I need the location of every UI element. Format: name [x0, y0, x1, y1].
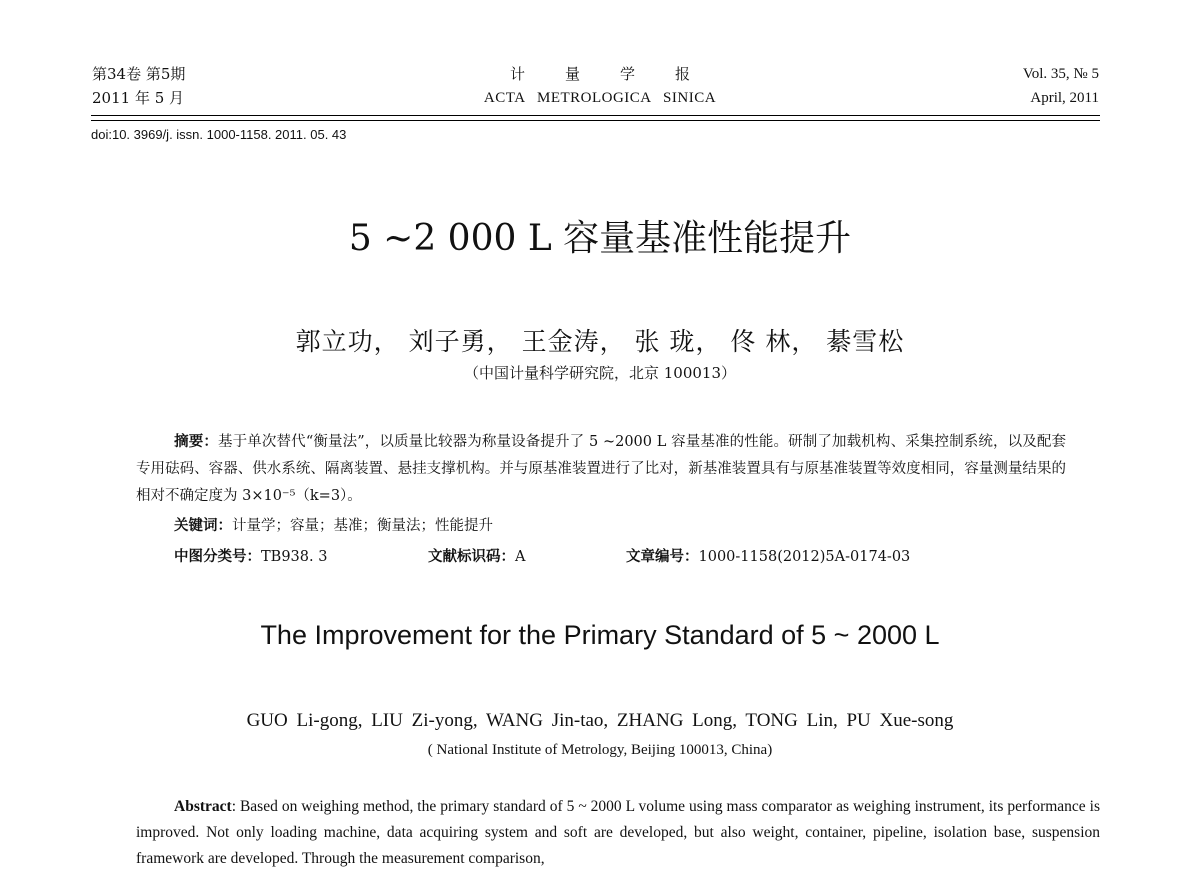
doi: doi:10. 3969/j. issn. 1000-1158. 2011. 05. 43	[91, 127, 347, 142]
abstract-en	[136, 794, 1100, 872]
doc-code-value: A	[515, 549, 526, 565]
abstract-cn-text: 基于单次替代“衡量法”，以质量比较器为称量设备提升了 5 ~2000 L 容量基准的性能。研制了加载机构、采集控制系统，以及配套专用砝码、容器、供水系统、隔离装置、悬挂支撑机构。并与原基准装置进行了比对，新基准装置具有与原基准装置等效度相同，容量测量结果的相对不确定度为 3×10⁻⁵（k=3）。	[136, 434, 1067, 504]
keywords-cn	[174, 514, 493, 535]
abstract-cn-label: 摘要：	[174, 433, 219, 450]
title-cn: 5 ~2 000 L 容量基准性能提升	[348, 218, 852, 259]
authors-en: GUO Li-gong, LIU Zi-yong, WANG Jin-tao, ZHANG Long, TONG Lin, PU Xue-song	[246, 710, 954, 731]
doc-code-item	[428, 545, 626, 566]
abstract-cn	[136, 428, 1066, 510]
doc-code-label: 文献标识码：	[428, 548, 515, 565]
clc-item	[174, 545, 428, 566]
authors-cn: 郭立功， 刘子勇， 王金涛， 张 珑， 佟 林， 綦雪松	[295, 327, 905, 356]
header-center	[0, 62, 1200, 110]
journal-name-en: ACTA METROLOGICA SINICA	[483, 90, 717, 106]
abstract-en-label: Abstract	[174, 798, 232, 815]
date-en: April, 2011	[1030, 90, 1099, 106]
affiliation-en: ( National Institute of Metrology, Beijing 100013, China)	[427, 742, 773, 758]
abstract-en-text: : Based on weighing method, the primary standard of 5 ~ 2000 L volume using mass comparator as weighing instrument, its performance is improved. Not only loading machine, data acquiring system and soft are developed, but also weight, container, pipeline, isolation base, suspension framework are developed. Through the measurement comparison,	[136, 798, 1100, 867]
clc-value: TB938. 3	[261, 549, 328, 565]
classification-line	[174, 545, 910, 566]
header-rule-thin	[91, 120, 1100, 121]
title-en: The Improvement for the Primary Standard of 5 ~ 2000 L	[260, 620, 940, 650]
clc-label: 中图分类号：	[174, 548, 261, 565]
article-no-item	[626, 545, 910, 566]
keywords-label: 关键词：	[174, 517, 232, 534]
article-no-label: 文章编号：	[626, 548, 699, 565]
keywords-text: 计量学；容量；基准；衡量法；性能提升	[232, 518, 493, 534]
article-no-value: 1000-1158(2012)5A-0174-03	[698, 549, 911, 565]
header-rule-thick	[91, 115, 1100, 116]
journal-name-cn: 计量学报	[509, 65, 730, 83]
affiliation-cn: （中国计量科学研究院，北京 100013）	[463, 364, 737, 382]
header-right	[1023, 62, 1099, 110]
date-cn: 2011 年 5 月	[92, 89, 185, 107]
abstract-en-paragraph	[136, 794, 1100, 872]
volume-issue-en: Vol. 35, № 5	[1022, 66, 1099, 82]
volume-issue-cn: 第34卷 第5期	[92, 65, 186, 83]
